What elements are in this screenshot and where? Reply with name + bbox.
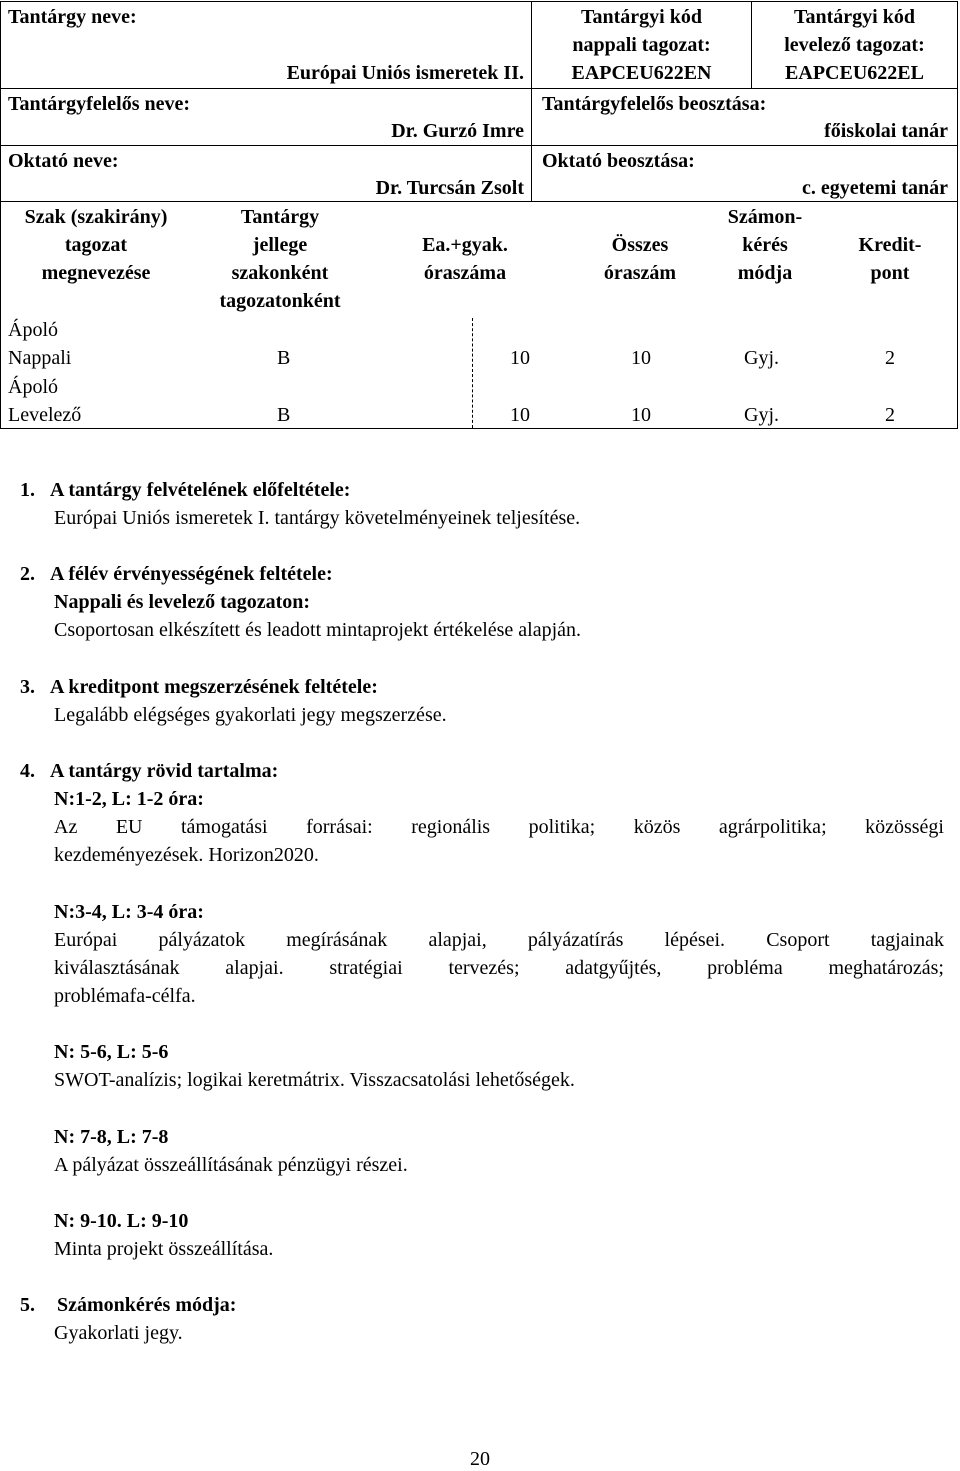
col-total-header-2: óraszám [603, 262, 677, 284]
section-4-title: A tantárgy rövid tartalma: [50, 760, 279, 782]
content-block-1-heading: N:1-2, L: 1-2 óra: [54, 788, 204, 810]
responsible-name-label: Tantárgyfelelős neve: [8, 93, 191, 115]
subject-name-label: Tantárgy neve: [8, 6, 137, 28]
row-mode: Levelező [8, 404, 82, 426]
col-major-header-3: megnevezése [41, 262, 151, 284]
section-2-text: Csoportosan elkészített és leadott mintaprojekt értékelése alapján. [54, 619, 582, 641]
section-2-title: A félév érvényességének feltétele: [50, 563, 333, 585]
section-2-number: 2. [20, 563, 35, 585]
content-block-5-line-1: Minta projekt összeállítása. [54, 1238, 274, 1260]
col-type-header-1: Tantárgy [240, 206, 320, 228]
code-day-label-2: nappali tagozat: [572, 34, 711, 56]
col-hours-header-1: Ea.+gyak. [422, 234, 508, 256]
subject-name-value: Európai Uniós ismeretek II. [286, 62, 524, 84]
row-credit: 2 [885, 404, 895, 426]
col-credit-header-1: Kredit- [858, 234, 922, 256]
content-block-2-heading: N:3-4, L: 3-4 óra: [54, 901, 204, 923]
col-credit-header-2: pont [870, 262, 910, 284]
content-block-3-heading: N: 5-6, L: 5-6 [54, 1041, 169, 1063]
content-block-1-line-2: kezdeményezések. Horizon2020. [54, 844, 319, 866]
section-5-text: Gyakorlati jegy. [54, 1322, 183, 1344]
content-block-4-heading: N: 7-8, L: 7-8 [54, 1126, 169, 1148]
row-hours: 10 [510, 404, 530, 426]
col-major-header-1: Szak (szakirány) [24, 206, 168, 228]
row-exam: Gyj. [744, 347, 779, 369]
page-number: 20 [470, 1448, 490, 1470]
code-corr-label-2: levelező tagozat: [784, 34, 925, 56]
content-block-1-line-1: Az EU támogatási forrásai: regionális politika; közös agrárpolitika; közösségi [54, 816, 944, 838]
section-1-number: 1. [20, 479, 35, 501]
code-corr-value: EAPCEU622EL [785, 62, 924, 84]
section-5-number: 5. [20, 1294, 35, 1316]
col-exam-header-1: Számon- [727, 206, 803, 228]
col-type-header-4: tagozatonként [219, 290, 341, 312]
row-type: B [277, 404, 291, 426]
content-block-2-line-3: problémafa-célfa. [54, 985, 196, 1007]
row-major-name: Ápoló [8, 376, 58, 398]
responsible-name-value: Dr. Gurzó Imre [391, 120, 524, 142]
col-total-header-1: Összes [611, 234, 669, 256]
section-1-title: A tantárgy felvételének előfeltétele: [50, 479, 351, 501]
code-day-label-1: Tantárgyi kód [581, 6, 702, 28]
section-3-number: 3. [20, 676, 35, 698]
teacher-position-label: Oktató beosztása: [542, 150, 695, 172]
content-block-2-line-1: Európai pályázatok megírásának alapjai, pályázatírás lépései. Csoport tagjainak [54, 929, 944, 951]
section-1-text: Európai Uniós ismeretek I. tantárgy követelményeinek teljesítése. [54, 507, 581, 529]
section-3-title: A kreditpont megszerzésének feltétele: [50, 676, 378, 698]
section-5-title: Számonkérés módja: [57, 1294, 237, 1316]
code-day-value: EAPCEU622EN [571, 62, 712, 84]
row-credit: 2 [885, 347, 895, 369]
teacher-name-value: Dr. Turcsán Zsolt [375, 177, 524, 199]
row-total: 10 [631, 347, 651, 369]
content-block-5-heading: N: 9-10. L: 9-10 [54, 1210, 189, 1232]
col-type-header-2: jellege [252, 234, 308, 256]
col-exam-header-2: kérés [742, 234, 788, 256]
row-major-name: Ápoló [8, 319, 58, 341]
responsible-position-label: Tantárgyfelelős beosztása: [542, 93, 767, 115]
row-type: B [277, 347, 291, 369]
teacher-name-label: Oktató neve: [8, 150, 119, 172]
responsible-position-value: főiskolai tanár [824, 120, 948, 142]
row-total: 10 [631, 404, 651, 426]
section-4-number: 4. [20, 760, 35, 782]
col-hours-header-2: óraszáma [423, 262, 507, 284]
content-block-3-line-1: SWOT-analízis; logikai keretmátrix. Visszacsatolási lehetőségek. [54, 1069, 575, 1091]
section-3-text: Legalább elégséges gyakorlati jegy megszerzése. [54, 704, 447, 726]
col-exam-header-3: módja [737, 262, 793, 284]
row-mode: Nappali [8, 347, 72, 369]
section-2-subtitle: Nappali és levelező tagozaton: [54, 591, 311, 613]
row-exam: Gyj. [744, 404, 779, 426]
col-type-header-3: szakonként [231, 262, 329, 284]
content-block-2-line-2: kiválasztásának alapjai. stratégiai tervezés; adatgyűjtés, probléma meghatározás; [54, 957, 944, 979]
row-hours: 10 [510, 347, 530, 369]
code-corr-label-1: Tantárgyi kód [794, 6, 915, 28]
content-block-4-line-1: A pályázat összeállításának pénzügyi részei. [54, 1154, 408, 1176]
teacher-position-value: c. egyetemi tanár [801, 177, 948, 199]
col-major-header-2: tagozat [64, 234, 128, 256]
